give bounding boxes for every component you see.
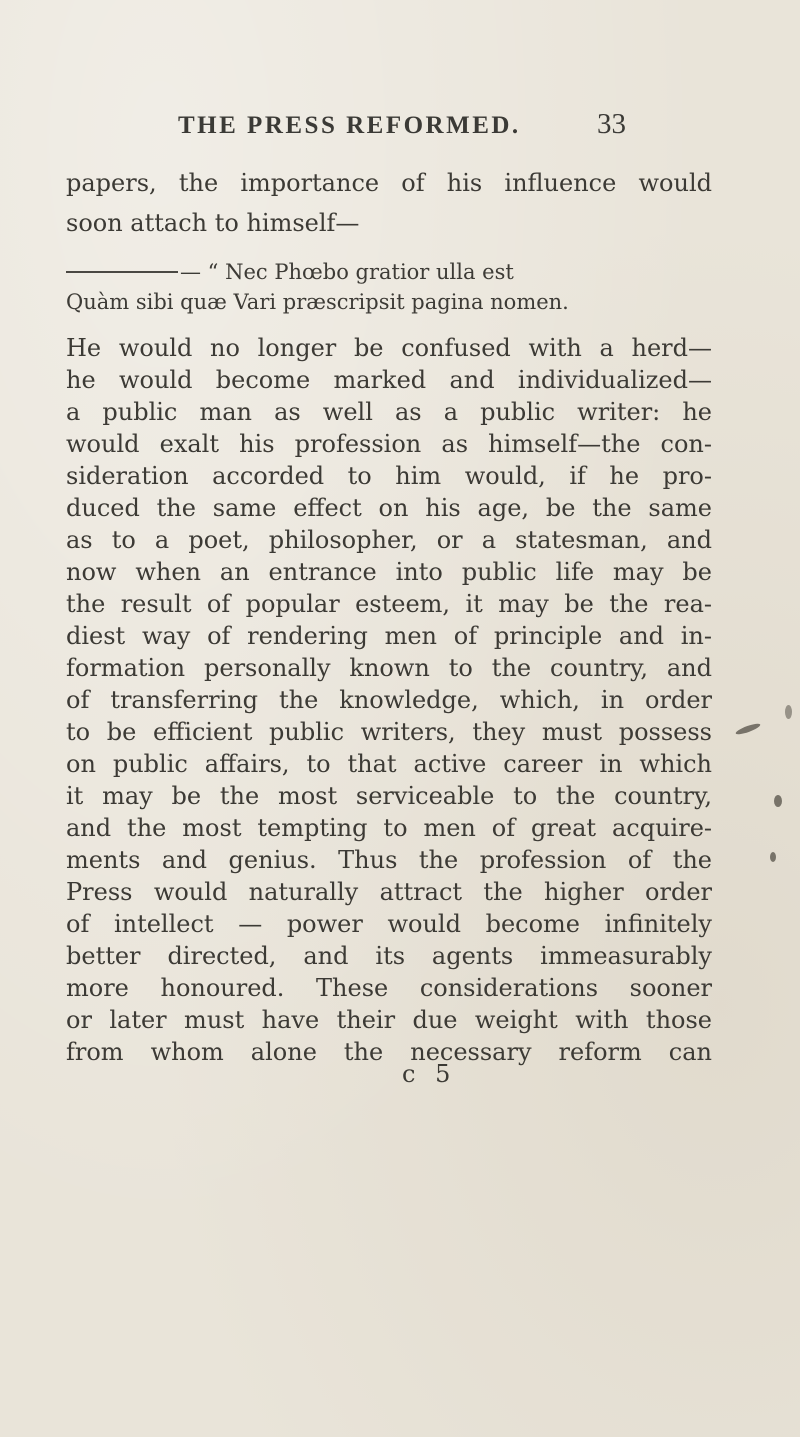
text-line: more honoured. These considerations sooner bbox=[66, 974, 712, 1002]
print-speck bbox=[770, 852, 776, 862]
text-line: of transferring the knowledge, which, in order bbox=[66, 686, 712, 714]
text-line: Press would naturally attract the higher order bbox=[66, 878, 712, 906]
text-line: as to a poet, philosopher, or a statesman, and bbox=[66, 526, 712, 554]
text-line: ments and genius. Thus the profession of the bbox=[66, 846, 712, 874]
text-line: it may be the most serviceable to the country, bbox=[66, 782, 712, 810]
text-line: would exalt his profession as himself—the con- bbox=[66, 430, 712, 458]
quotation-line: Quàm sibi quæ Vari præscripsit pagina nomen. bbox=[66, 290, 569, 314]
text-line: of intellect — power would become infinitely bbox=[66, 910, 712, 938]
quotation-line: — “ Nec Phœbo gratior ulla est bbox=[180, 260, 514, 284]
text-line: better directed, and its agents immeasurably bbox=[66, 942, 712, 970]
text-line: now when an entrance into public life may be bbox=[66, 558, 712, 586]
print-speck bbox=[774, 795, 782, 807]
text-line: He would no longer be confused with a herd— bbox=[66, 334, 712, 362]
text-line: a public man as well as a public writer: he bbox=[66, 398, 712, 426]
page-number: 33 bbox=[597, 108, 626, 140]
text-line: he would become marked and individualized— bbox=[66, 366, 712, 394]
text-line: diest way of rendering men of principle and in- bbox=[66, 622, 712, 650]
quotation-rule bbox=[66, 271, 178, 273]
running-head: THE PRESS REFORMED. bbox=[178, 112, 521, 139]
text-line: soon attach to himself— bbox=[66, 209, 360, 237]
text-line: duced the same effect on his age, be the same bbox=[66, 494, 712, 522]
text-line: papers, the importance of his influence would bbox=[66, 169, 712, 197]
text-line: the result of popular esteem, it may be the rea- bbox=[66, 590, 712, 618]
text-line: and the most tempting to men of great acquire- bbox=[66, 814, 712, 842]
print-speck bbox=[735, 722, 761, 737]
text-line: or later must have their due weight with those bbox=[66, 1006, 712, 1034]
text-line: formation personally known to the country, and bbox=[66, 654, 712, 682]
signature-mark: c 5 bbox=[402, 1060, 457, 1088]
print-speck bbox=[785, 705, 792, 719]
text-line: on public affairs, to that active career in which bbox=[66, 750, 712, 778]
text-line: sideration accorded to him would, if he pro- bbox=[66, 462, 712, 490]
text-line: to be efficient public writers, they must possess bbox=[66, 718, 712, 746]
text-line: from whom alone the necessary reform can bbox=[66, 1038, 712, 1066]
